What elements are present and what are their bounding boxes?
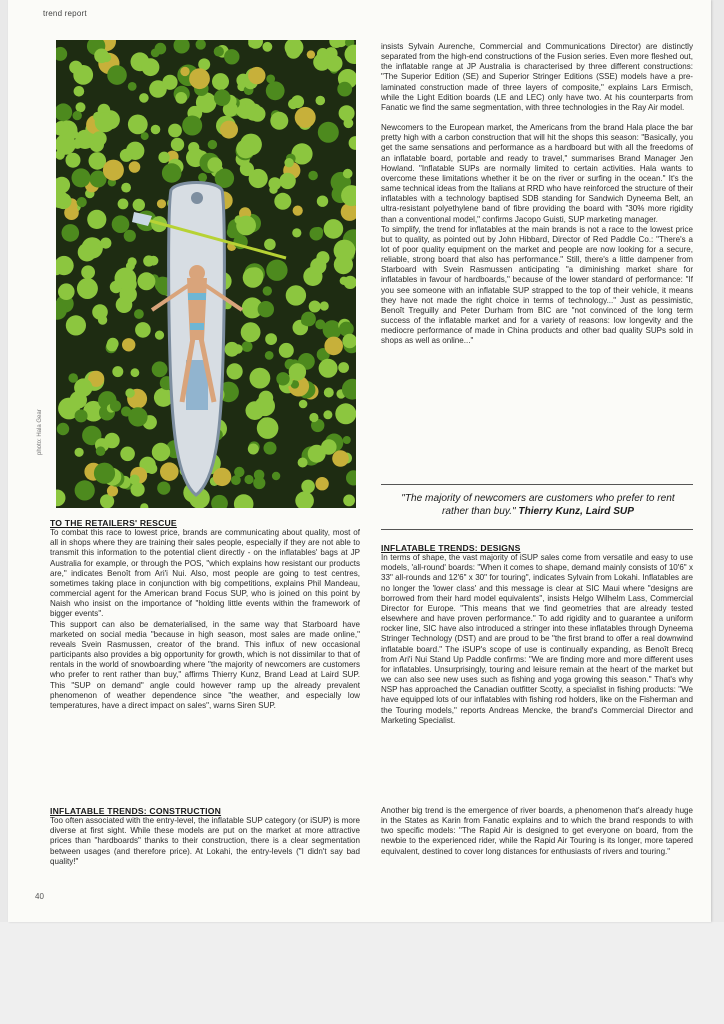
lily-pad: [286, 285, 306, 305]
magazine-page: [8, 0, 711, 922]
lily-pad: [320, 301, 329, 310]
photo-woman-on-paddleboard: [56, 40, 356, 508]
lily-pad: [121, 406, 131, 416]
right-column-top: [381, 42, 693, 347]
lily-pad: [274, 193, 291, 210]
lily-pad: [276, 372, 289, 385]
photo-illustration: [56, 40, 356, 508]
lily-pad: [110, 400, 121, 411]
lily-pad: [244, 475, 253, 484]
lily-pad: [324, 219, 344, 239]
lily-pad: [309, 301, 321, 313]
lily-pad: [149, 256, 159, 266]
lily-pad: [112, 215, 130, 233]
lily-pad: [266, 260, 287, 281]
lily-pad: [120, 447, 135, 462]
lily-pad: [198, 173, 207, 182]
running-head: trend report: [43, 9, 87, 18]
lily-pad: [142, 58, 160, 76]
lily-pad: [160, 462, 179, 481]
lily-pad: [307, 50, 315, 58]
lily-pad: [315, 319, 325, 329]
lily-pad: [66, 153, 81, 168]
lily-pad: [317, 196, 328, 207]
lily-pad: [158, 152, 169, 163]
lily-pad: [323, 410, 332, 419]
lily-pad: [308, 445, 326, 463]
lily-pad: [318, 122, 339, 143]
lily-pad: [224, 49, 239, 64]
lily-pad: [263, 286, 272, 295]
lily-pad: [343, 436, 351, 444]
lily-pad: [77, 197, 87, 207]
designs-paragraph-1: In terms of shape, the vast majority of iSUP sales come from versatile and easy to use models, 'all-round' boards: "When it comes to shape, demand mainly consists of 10'6" x 33" all-rounds and 12'6" x 30" for touring", indicates Sylvain from Lokahi. Inflatables are no longer the 'lower class' and this message is clear at SIC Maui where "designs are borrowed from their hard model equivalents", insists Helgo Wilhelm Lass, Commercial Director for Europe. "This means that we find geometries that are already tested elsewhere and have proven performance." To add rigidity and to guarantee a uniform rocker line, SIC have also introduced a stringer into these inflatables through Dyneema Stringer Technology (DST) and are proud to be "the first brand to offer a real downwind inflatable board." The iSUP's scope of use is continually expanding, as Benoît Brecq from Ari'i Nui Stand Up Paddle confirms: "We are finding more and more different uses for inflatables. Unsurprisingly, touring and leisure remain at the heart of the market but we can also see new uses such as fishing and yoga growing this season." That's why NSP has approached the Canadian outfitter Scotty, a specialist in fishing products: "We have equipped lots of our inflatables with fishing rod holders, like on the Fisherman and the Touring models," reports Andreas Mencke, the brand's Commercial Director and Marketing Specialist.: [381, 553, 693, 725]
lily-pad: [246, 401, 265, 420]
quote-rule-bottom: [381, 529, 693, 530]
lily-pad: [289, 363, 306, 380]
lily-pad: [298, 458, 308, 468]
lily-pad: [70, 391, 87, 408]
lily-pad: [107, 485, 118, 496]
designs-section: [381, 543, 693, 726]
lily-pad: [214, 89, 231, 106]
lily-pad: [139, 93, 149, 103]
lily-pad: [279, 343, 294, 358]
lily-pad: [293, 206, 303, 216]
lily-pad: [338, 362, 349, 373]
retailers-paragraph-1: To combat this race to lowest price, brands are communicating about quality, most of all in shops where they are training their sales people, especially if they are not able to transmit this information to the potential client directly - on the inflatables' bags at JP Australia for example, or through the POS, "which explains how resistant our products are," indicates Benoît from Ari'i Nui. Also, most people are going to test centres, sometimes taking place in conjunction with big competitions, explains Phil Mandeau, commercial agent for the American brand Focus SUP, who is joined on this point by Naish who insist on the importance of "holding little events within the framework of bigger events".: [50, 528, 360, 619]
lily-pad: [120, 149, 133, 162]
pull-quote-text: "The majority of newcomers are customers who prefer to rent rather than buy.": [401, 493, 675, 517]
lily-pad: [128, 82, 137, 91]
lily-pad: [100, 238, 111, 249]
lily-pad: [291, 95, 304, 108]
background-below-page: [0, 922, 724, 1024]
designs-heading: INFLATABLE TRENDS: DESIGNS: [381, 543, 521, 553]
lily-pad: [284, 158, 293, 167]
lily-pad: [133, 199, 145, 211]
lily-pad: [75, 409, 88, 422]
lily-pad: [212, 73, 229, 90]
lily-pad: [301, 312, 316, 327]
lily-pad: [106, 340, 117, 351]
lily-pad: [75, 448, 84, 457]
lily-pad: [75, 480, 95, 500]
lily-pad: [73, 65, 93, 85]
pull-quote-attribution: Thierry Kunz, Laird SUP: [518, 506, 634, 517]
lily-pad: [310, 258, 326, 274]
lily-pad: [335, 403, 356, 424]
lily-pad: [168, 124, 182, 138]
lily-pad: [266, 81, 285, 100]
lily-pad: [188, 142, 199, 153]
lily-pad: [253, 477, 265, 489]
lily-pad: [343, 495, 355, 507]
lily-pad: [317, 48, 329, 60]
lily-pad: [72, 168, 91, 187]
lily-pad: [94, 463, 115, 484]
lily-pad: [233, 344, 243, 354]
lily-pad: [314, 227, 324, 237]
lily-pad: [122, 338, 135, 351]
lily-pad: [152, 361, 168, 377]
lily-pad: [324, 388, 334, 398]
lily-pad: [258, 301, 274, 317]
lily-pad: [265, 333, 277, 345]
lily-pad: [332, 450, 349, 467]
lily-pad: [112, 366, 123, 377]
lily-pad: [301, 480, 315, 494]
lily-pad: [250, 368, 271, 389]
lily-pad: [248, 67, 265, 84]
lily-pad: [107, 65, 127, 85]
lily-pad: [124, 230, 136, 242]
lily-pad: [180, 67, 189, 76]
lily-pad: [76, 102, 86, 112]
lily-pad: [265, 351, 274, 360]
construction-heading: INFLATABLE TRENDS: CONSTRUCTION: [50, 806, 222, 816]
lily-pad: [128, 115, 148, 135]
lily-pad: [213, 468, 231, 486]
lily-pad: [95, 112, 115, 132]
page-number: 40: [35, 892, 44, 901]
lily-pad: [189, 68, 210, 89]
hala-paragraph: Newcomers to the European market, the Americans from the brand Hala place the bar pretty high with a carbon construction that will hit the shops this season: "Basically, you get the same sensations and performance as a hardboard but with all the freedoms of an inflatable board, portable and ready to travel," summarises Brand Manager Jen Howland. "Inflatable SUPs are normally limited to certain activities. Hala wants to overcome these limitations whether it be on the river or surfing in the ocean." It's the same technical ideas from the Italians at RRD who have reinforced the structure of their inflatables with a technology baptised SDB standing for Sandwich Dyneema Belt, an ultra-resistant polyethylene band of fibre providing the board with "30% more rigidity than a conventional model," confirms Jacopo Guisti, SUP marketing manager.: [381, 123, 693, 224]
lily-pad: [73, 111, 82, 120]
lily-pad: [266, 75, 275, 84]
retailers-paragraph-2: This support can also be dematerialised, in the same way that Starboard have marketed on social media "because in high season, most sales are made online," reveals Svein Rasmussen, creator of the brand. This influx of new occasional participants also provides a big opportunity for growth, which is not dissimilar to that of rentals in the world of snowboarding where "the majority of newcomers are customers who prefer to rent rather than buy," affirms Thierry Kunz, Brand Lead at Laird SUP. This "SUP on demand" angle could however ramp up the already prevalent phenomenon of weather dependence since "the weather, and especially low temperatures, have a direct impact on sales", warns Siren SUP.: [50, 619, 360, 710]
lily-pad: [319, 359, 338, 378]
lily-pad: [242, 341, 253, 352]
lily-pad: [131, 368, 140, 377]
lily-pad: [155, 43, 167, 55]
lily-pad: [81, 265, 95, 279]
lily-pad: [207, 157, 222, 172]
lily-pad: [326, 55, 343, 72]
construction-paragraph-1: Too often associated with the entry-level, the inflatable SUP category (or iSUP) is more diverse at first sight. While these models are put on the market at more attractive prices than "hardboards" thanks to their construction, there is a clear segmentation between usages (and therefore price). At Lokahi, the entry-levels ("I didn't say bad quality!": [50, 816, 360, 866]
lily-pad: [334, 255, 353, 274]
lily-pad: [227, 363, 243, 379]
lily-pad: [125, 388, 134, 397]
lily-pad: [208, 140, 217, 149]
lily-pad: [151, 125, 161, 135]
lily-pad: [66, 315, 86, 335]
lily-pad: [94, 49, 109, 64]
lily-pad: [343, 169, 353, 179]
lily-pad: [241, 322, 261, 342]
lily-pad: [83, 238, 98, 253]
lily-pad: [261, 417, 271, 427]
fusion-paragraph: insists Sylvain Aurenche, Commercial and Communications Director) are distinctly separated from the high-end constructions of the Fusion series. Even more fleshed out, the inflatable range at JP Australia is characterised by three different constructions: "The Superior Edition (SE) and Superior Stringer Editions (SSE) models have a pre-laminated construction made of three layers of composite," explains Lars Ermisch, while the Light Edition boards (LE and LEC) only have two. At his counterparts from Fanatic we find the same segmentation, with three technologies in the Ray Air model.: [381, 42, 693, 112]
lily-pad: [236, 139, 255, 158]
lily-pad: [248, 444, 259, 455]
lily-pad: [162, 163, 182, 183]
pull-quote: [388, 492, 688, 518]
lily-pad: [62, 224, 80, 242]
lily-pad: [149, 80, 167, 98]
lily-pad: [87, 210, 106, 229]
lily-pad: [315, 477, 328, 490]
lily-pad: [118, 199, 129, 210]
lily-pad: [272, 472, 280, 480]
quote-rule-top: [381, 484, 693, 485]
lily-pad: [77, 278, 98, 299]
lily-pad: [134, 309, 144, 319]
lily-pad: [115, 268, 137, 290]
lily-pad: [295, 107, 316, 128]
lily-pad: [175, 92, 187, 104]
lily-pad: [137, 272, 155, 290]
lily-pad: [103, 160, 124, 181]
lily-pad: [263, 42, 273, 52]
lily-pad: [157, 199, 166, 208]
lily-pad: [58, 283, 75, 300]
lily-pad: [98, 315, 107, 324]
retailers-heading: TO THE RETAILERS' RESCUE: [50, 518, 177, 528]
lily-pad: [339, 105, 355, 121]
lily-pad: [324, 337, 343, 356]
lily-pad: [214, 46, 224, 56]
lily-pad: [68, 373, 78, 383]
lily-pad: [157, 482, 170, 495]
lily-pad: [270, 112, 288, 130]
lily-pad: [316, 96, 326, 106]
lily-pad: [121, 183, 131, 193]
lily-pad: [130, 475, 140, 485]
lily-pad: [343, 190, 352, 199]
river-boards-section: [381, 806, 693, 857]
lily-pad: [147, 463, 158, 474]
lily-pad: [57, 423, 69, 435]
lily-pad: [129, 161, 141, 173]
lily-pad: [264, 239, 276, 251]
photo-credit: photo: Hala Gear: [37, 409, 43, 455]
lily-pad: [279, 173, 295, 189]
lily-pad: [96, 446, 106, 456]
construction-section: [50, 806, 360, 867]
lily-pad: [240, 162, 254, 176]
lily-pad: [171, 138, 184, 151]
lily-pad: [135, 322, 151, 338]
lily-pad: [247, 267, 264, 284]
lily-pad: [292, 228, 301, 237]
lily-pad: [128, 407, 147, 426]
lily-pad: [92, 131, 107, 146]
lily-pad: [268, 177, 281, 190]
lily-pad: [337, 82, 352, 97]
lily-pad: [231, 475, 241, 485]
quality-paragraph: To simplify, the trend for inflatables at the main brands is not a race to the lowest price but to quality, as pointed out by John Hibbard, Director of Red Paddle Co.: "There's a lot of poor quality equipment on the market and people are now looking for a secure, reliable, strong board that also has performance." Still, there's a little dampener from Starboard with Svein Rasmussen anticipating "a diminishing market share for inflatables in favour of hardboards," because of the lower standard of performance: "If you see someone with an inflatable SUP strapped to the top of their vehicle, it means they have not made the right choice in terms of technology..." Just as pessimistic, Benoît Treguilly and Peter Durham from BIC are "not convinced of the long term success of the inflatable market and for a variety of reasons: low longevity and the mediocre performance of made in China products and other bad quality SUPs sold in shops as well as online...": [381, 224, 693, 346]
lily-pad: [220, 121, 238, 139]
lily-pad: [155, 331, 164, 340]
lily-pad: [264, 442, 277, 455]
lily-pad: [182, 116, 202, 136]
lily-pad: [152, 443, 170, 461]
lily-pad: [308, 171, 318, 181]
retailers-section: [50, 518, 360, 711]
lily-pad: [236, 216, 256, 236]
lily-pad: [299, 400, 308, 409]
lily-pad: [131, 482, 145, 496]
designs-paragraph-2: Another big trend is the emergence of river boards, a phenomenon that's already huge in the States as Karin from Fanatic explains and to which the brand responds to with two specific models: "The Rapid Air is designed to get everyone on board, from the newbie to the experienced rider, while the Rapid Air Touring is its longer, more tapered equivalent, destined to cover long distances for enthusiasts of rivers and touring.": [381, 806, 693, 856]
lily-pad: [309, 413, 318, 422]
lily-pad: [74, 86, 85, 97]
